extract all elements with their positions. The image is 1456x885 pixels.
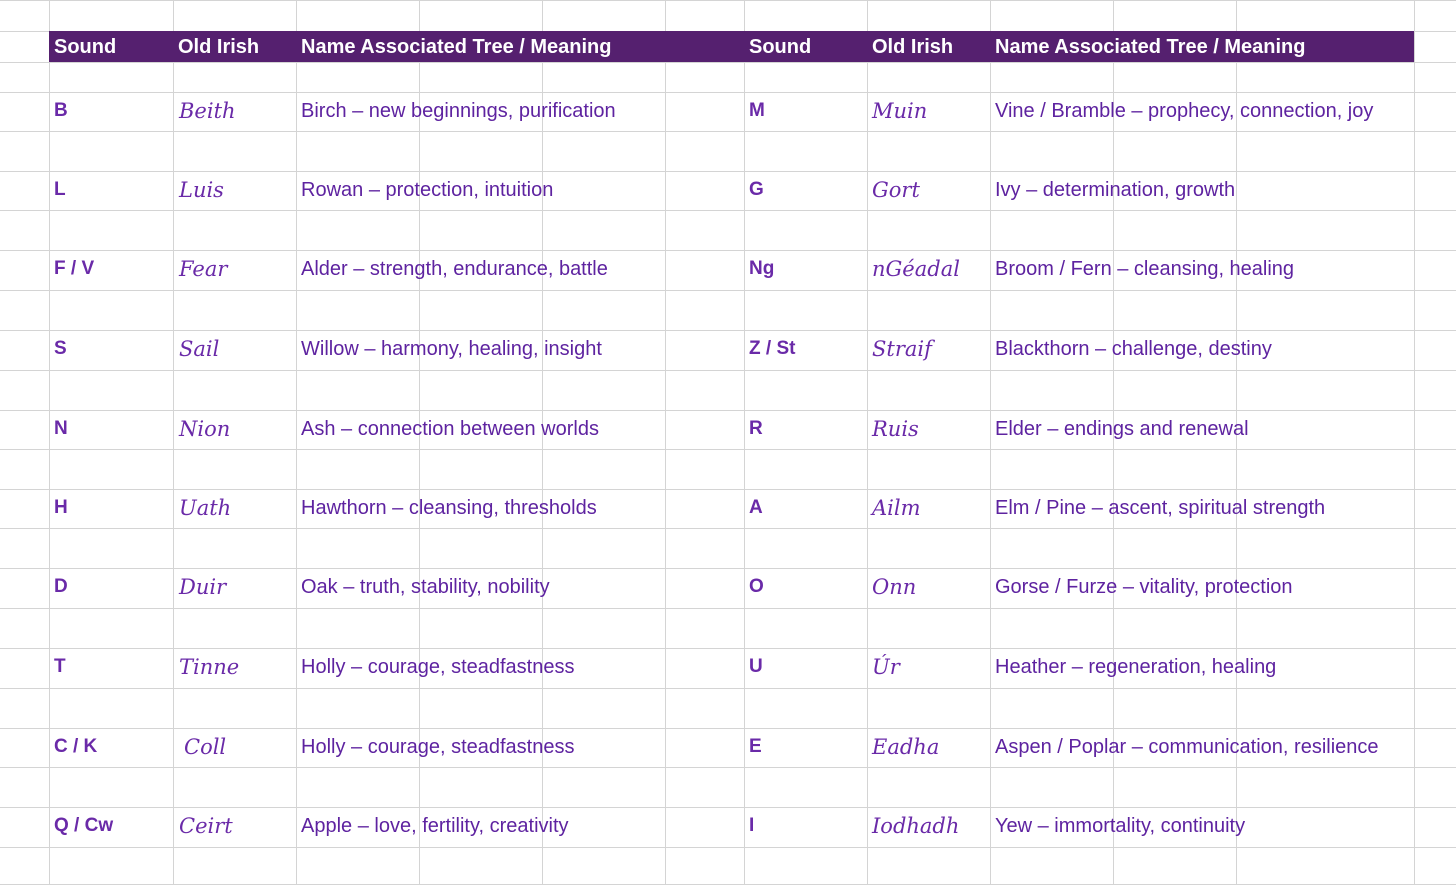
header-sound-right[interactable]: Sound <box>749 36 812 58</box>
old-irish-cell-left[interactable]: Uath <box>179 496 232 520</box>
grid-column-line <box>867 0 868 885</box>
sound-cell-right[interactable]: Ng <box>749 258 775 279</box>
old-irish-cell-left[interactable]: Beith <box>179 99 236 123</box>
grid-row-line <box>0 449 1456 450</box>
sound-cell-left[interactable]: F / V <box>54 258 95 279</box>
grid-row-line <box>0 608 1456 609</box>
grid-row-line <box>0 131 1456 132</box>
sound-cell-left[interactable]: D <box>54 576 68 597</box>
grid-row-line <box>0 767 1456 768</box>
header-meaning-right[interactable]: Name Associated Tree / Meaning <box>995 36 1306 58</box>
sound-cell-left[interactable]: Q / Cw <box>54 815 114 836</box>
grid-column-line <box>49 0 50 885</box>
sound-cell-left[interactable]: B <box>54 100 68 121</box>
meaning-cell-left[interactable]: Rowan – protection, intuition <box>301 179 554 201</box>
meaning-cell-right[interactable]: Ivy – determination, growth <box>995 179 1236 201</box>
sound-cell-left[interactable]: S <box>54 338 67 359</box>
sound-cell-left[interactable]: N <box>54 418 68 439</box>
old-irish-cell-left[interactable]: Nion <box>179 417 231 441</box>
old-irish-cell-left[interactable]: Tinne <box>179 655 240 679</box>
meaning-cell-right[interactable]: Elder – endings and renewal <box>995 418 1249 440</box>
old-irish-cell-left[interactable]: Coll <box>184 735 227 759</box>
grid-row-line <box>0 370 1456 371</box>
sound-cell-right[interactable]: G <box>749 179 764 200</box>
sound-cell-right[interactable]: E <box>749 736 762 757</box>
old-irish-cell-left[interactable]: Sail <box>179 337 220 361</box>
sound-cell-right[interactable]: U <box>749 656 763 677</box>
grid-row-line <box>0 62 1456 63</box>
grid-column-line <box>744 0 745 885</box>
meaning-cell-left[interactable]: Hawthorn – cleansing, thresholds <box>301 497 597 519</box>
meaning-cell-right[interactable]: Gorse / Furze – vitality, protection <box>995 576 1293 598</box>
header-old-irish-left[interactable]: Old Irish <box>178 36 260 58</box>
meaning-cell-left[interactable]: Ash – connection between worlds <box>301 418 599 440</box>
meaning-cell-right[interactable]: Blackthorn – challenge, destiny <box>995 338 1272 360</box>
meaning-cell-right[interactable]: Yew – immortality, continuity <box>995 815 1246 837</box>
old-irish-cell-left[interactable]: Fear <box>179 257 228 281</box>
sound-cell-right[interactable]: R <box>749 418 763 439</box>
grid-row-line <box>0 290 1456 291</box>
meaning-cell-left[interactable]: Apple – love, fertility, creativity <box>301 815 569 837</box>
grid-column-line <box>1414 0 1415 885</box>
old-irish-cell-right[interactable]: Onn <box>872 575 917 599</box>
meaning-cell-left[interactable]: Oak – truth, stability, nobility <box>301 576 550 598</box>
header-meaning-left[interactable]: Name Associated Tree / Meaning <box>301 36 612 58</box>
sound-cell-left[interactable]: C / K <box>54 736 98 757</box>
header-old-irish-right[interactable]: Old Irish <box>872 36 954 58</box>
old-irish-cell-right[interactable]: Iodhadh <box>872 814 960 838</box>
sound-cell-right[interactable]: M <box>749 100 765 121</box>
old-irish-cell-right[interactable]: Eadha <box>872 735 940 759</box>
old-irish-cell-right[interactable]: Úr <box>872 655 900 679</box>
meaning-cell-left[interactable]: Willow – harmony, healing, insight <box>301 338 602 360</box>
grid-row-line <box>0 528 1456 529</box>
meaning-cell-right[interactable]: Vine / Bramble – prophecy, connection, joy <box>995 100 1374 122</box>
sound-cell-left[interactable]: L <box>54 179 66 200</box>
meaning-cell-left[interactable]: Birch – new beginnings, purification <box>301 100 616 122</box>
grid-column-line <box>296 0 297 885</box>
meaning-cell-left[interactable]: Alder – strength, endurance, battle <box>301 258 608 280</box>
meaning-cell-left[interactable]: Holly – courage, steadfastness <box>301 656 575 678</box>
sound-cell-left[interactable]: H <box>54 497 68 518</box>
header-sound-left[interactable]: Sound <box>54 36 117 58</box>
old-irish-cell-right[interactable]: Muin <box>872 99 928 123</box>
old-irish-cell-left[interactable]: Luis <box>179 178 224 202</box>
meaning-cell-right[interactable]: Heather – regeneration, healing <box>995 656 1277 678</box>
grid-row-line <box>0 847 1456 848</box>
grid-row-line <box>0 0 1456 1</box>
old-irish-cell-right[interactable]: Ailm <box>872 496 921 520</box>
old-irish-cell-left[interactable]: Ceirt <box>179 814 233 838</box>
meaning-cell-left[interactable]: Holly – courage, steadfastness <box>301 736 575 758</box>
sound-cell-right[interactable]: O <box>749 576 764 597</box>
grid-column-line <box>990 0 991 885</box>
sound-cell-right[interactable]: Z / St <box>749 338 796 359</box>
meaning-cell-right[interactable]: Broom / Fern – cleansing, healing <box>995 258 1295 280</box>
old-irish-cell-right[interactable]: nGéadal <box>872 257 960 281</box>
grid-row-line <box>0 688 1456 689</box>
sound-cell-right[interactable]: A <box>749 497 763 518</box>
old-irish-cell-right[interactable]: Straif <box>872 337 932 361</box>
grid-row-line <box>0 210 1456 211</box>
meaning-cell-right[interactable]: Aspen / Poplar – communication, resilience <box>995 736 1379 758</box>
grid-column-line <box>173 0 174 885</box>
sound-cell-right[interactable]: I <box>749 815 755 836</box>
grid-column-line <box>665 0 666 885</box>
sound-cell-left[interactable]: T <box>54 656 66 677</box>
old-irish-cell-right[interactable]: Gort <box>872 178 920 202</box>
old-irish-cell-left[interactable]: Duir <box>179 575 227 599</box>
meaning-cell-right[interactable]: Elm / Pine – ascent, spiritual strength <box>995 497 1326 519</box>
old-irish-cell-right[interactable]: Ruis <box>872 417 919 441</box>
